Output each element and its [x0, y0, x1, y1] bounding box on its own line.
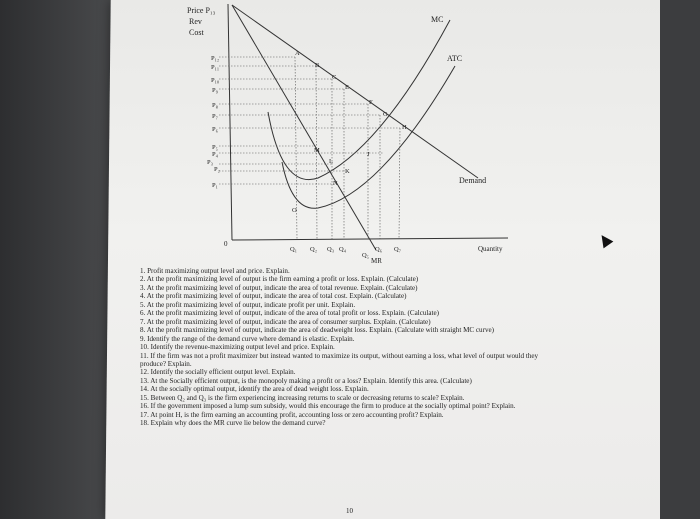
question-item: 9. Identify the range of the demand curve where demand is elastic. Explain.: [140, 334, 355, 343]
atc-curve: [282, 66, 455, 208]
point-label: E: [345, 84, 349, 91]
question-item: 14. At the socially optimal output, identify the area of dead weight loss. Explain.: [140, 385, 369, 394]
question-item: 12. Identify the socially efficient output level. Explain.: [140, 368, 296, 377]
page-number: 10: [346, 507, 353, 515]
demand-curve: [232, 5, 478, 178]
y-axis-label-cost: Cost: [189, 28, 204, 37]
price-labels: [207, 55, 220, 189]
question-item: 3. At the profit maximizing level of output, indicate the area of total revenue. Explain. (Calculate): [140, 283, 418, 292]
point-label: H: [402, 124, 407, 131]
point-label: M: [314, 147, 320, 154]
quantity-label: Q₄: [339, 246, 346, 253]
quantity-labels: [290, 246, 401, 259]
point-label: G: [383, 111, 388, 118]
price-label: P₈: [212, 102, 218, 109]
mr-label: MR: [371, 257, 382, 265]
point-label: A: [295, 50, 300, 57]
question-list: [140, 267, 548, 428]
price-label: P₂: [214, 166, 220, 173]
demand-label: Demand: [459, 176, 487, 185]
question-item: 11. If the firm was not a profit maximizer but instead wanted to maximize its output, without earning a loss, what level of output would they produce? Explain.: [140, 351, 539, 368]
quantity-label: Q₁: [290, 246, 297, 253]
price-label: P₇: [212, 113, 218, 120]
y-axis-label-price: Price P₁₃: [187, 6, 216, 15]
x-axis-label: Quantity: [478, 245, 503, 253]
atc-label: ATC: [447, 54, 463, 63]
price-label: P₃: [207, 159, 213, 166]
point-label: C: [332, 74, 337, 81]
origin-label: 0: [224, 240, 228, 248]
price-label: P₆: [212, 126, 218, 133]
point-label: F: [369, 99, 373, 106]
price-label: P₁₂: [211, 55, 220, 62]
question-item: 1. Profit maximizing output level and price. Explain.: [140, 267, 290, 275]
price-label: P₉: [212, 87, 218, 94]
question-item: 15. Between Q₂ and Q₃ is the firm experiencing increasing returns to scale or decreasing returns to scale? Explain.: [140, 393, 465, 402]
question-item: 2. At the profit maximizing level of output is the firm earning a profit or loss. Explain. (Calculate): [140, 275, 419, 284]
point-label: K: [345, 168, 350, 175]
mc-label: MC: [431, 15, 444, 24]
point-label: O: [292, 207, 297, 214]
price-label: P₄: [212, 151, 218, 158]
question-item: 5. At the profit maximizing level of output, indicate profit per unit. Explain.: [140, 300, 356, 309]
question-item: 18. Explain why does the MR curve lie below the demand curve?: [140, 419, 326, 428]
quantity-label: Q₅: [362, 252, 369, 259]
y-axis: [228, 4, 232, 240]
price-label: P₅: [212, 144, 218, 151]
point-label: B: [315, 62, 320, 69]
point-label: J: [367, 151, 370, 158]
point-label: L: [329, 158, 333, 165]
question-item: 8. At the profit maximizing level of output, indicate the area of deadweight loss. Explain. (Calculate with straight MC curve): [140, 326, 495, 335]
question-item: 17. At point H, is the firm earning an accounting profit, accounting loss or zero accounting profit? Explain.: [140, 410, 444, 419]
question-item: 6. At the profit maximizing level of output, indicate of the area of total profit or loss. Explain. (Calculate): [140, 309, 440, 318]
question-item: 13. At the Socially efficient output, is the monopoly making a profit or a loss? Explain. Identify this area. (Calculate): [140, 376, 472, 385]
question-item: 4. At the profit maximizing level of output, indicate the area of total cost. Explain. (Calculate): [140, 292, 407, 301]
question-item: 10. Identify the revenue-maximizing output level and price. Explain.: [140, 343, 335, 352]
quantity-label: Q₂: [310, 246, 317, 253]
quantity-label: Q₆: [375, 246, 382, 253]
question-item: 7. At the profit maximizing level of output, indicate the area of consumer surplus. Explain. (Calculate): [140, 317, 431, 326]
price-label: P₁₁: [211, 64, 220, 71]
quantity-label: Q₃: [327, 246, 334, 253]
y-axis-label-rev: Rev: [189, 17, 202, 26]
price-label: P₁: [212, 182, 218, 189]
point-labels: [292, 50, 407, 214]
price-label: P₁₀: [211, 77, 220, 84]
price-guide-lines: [219, 57, 400, 184]
quantity-label: Q₇: [394, 246, 401, 253]
mr-curve: [232, 5, 376, 250]
point-label: N: [333, 180, 338, 187]
question-item: 16. If the government imposed a lump sum subsidy, would this encourage the firm to produce at the socially optimal point? Explain.: [140, 402, 516, 411]
